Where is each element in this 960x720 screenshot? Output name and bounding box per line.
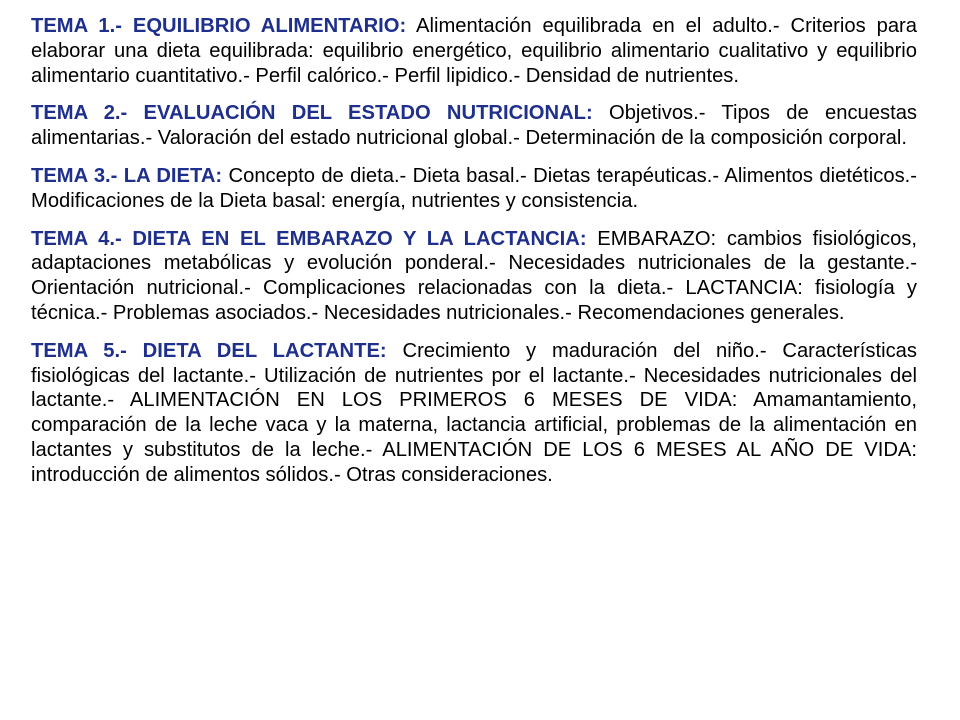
tema-2-title: TEMA 2.- EVALUACIÓN DEL ESTADO NUTRICIONAL: xyxy=(31,102,593,125)
tema-2 xyxy=(31,101,917,151)
tema-3-title: TEMA 3.- LA DIETA: xyxy=(31,164,223,187)
tema-5 xyxy=(31,339,917,488)
tema-1-body: Alimentación equilibrada en el adulto.- Criterios para elaborar una dieta equilibrada: equilibrio energético, equilibrio alimentario cualitativo y equilibrio alimentario cuantitativo.- Perfil calórico.- Perfil lipidico.- Densidad de nutrientes. xyxy=(31,15,917,87)
tema-1-title: TEMA 1.- EQUILIBRIO ALIMENTARIO: xyxy=(31,15,407,37)
tema-2-body: Objetivos.- Tipos de encuestas alimentarias.- Valoración del estado nutricional global.- Determinación de la composición corporal. xyxy=(31,102,918,150)
tema-5-body: Crecimiento y maduración del niño.- Características fisiológicas del lactante.- Utilización de nutrientes por el lactante.- Necesidades nutricionales del lactante.- ALIMENTACIÓN EN LOS PRIMEROS 6 MESES DE VIDA: Amamantamiento, comparación de la leche vaca y la materna, lactancia artificial, problemas de la alimentación en lactantes y substitutos de la leche.- ALIMENTACIÓN DE LOS 6 MESES AL AÑO DE VIDA: introducción de alimentos sólidos.- Otras consideraciones. xyxy=(31,339,917,486)
tema-3-body: Concepto de dieta.- Dieta basal.- Dietas terapéuticas.- Alimentos dietéticos.- Modificaciones de la Dieta basal: energía, nutrientes y consistencia. xyxy=(31,164,917,212)
tema-4-body: EMBARAZO: cambios fisiológicos, adaptaciones metabólicas y evolución ponderal.- Necesidades nutricionales de la gestante.- Orientación nutricional.- Complicaciones relacionadas con la dieta.- LACTANCIA: fisiología y técnica.- Problemas asociados.- Necesidades nutricionales.- Recomendaciones generales. xyxy=(31,227,918,324)
tema-3 xyxy=(31,164,917,214)
tema-4-title: TEMA 4.- DIETA EN EL EMBARAZO Y LA LACTANCIA: xyxy=(31,227,587,250)
tema-1 xyxy=(31,14,917,88)
tema-5-title: TEMA 5.- DIETA DEL LACTANTE: xyxy=(31,339,387,362)
syllabus-document xyxy=(31,14,917,501)
tema-4 xyxy=(31,227,917,326)
